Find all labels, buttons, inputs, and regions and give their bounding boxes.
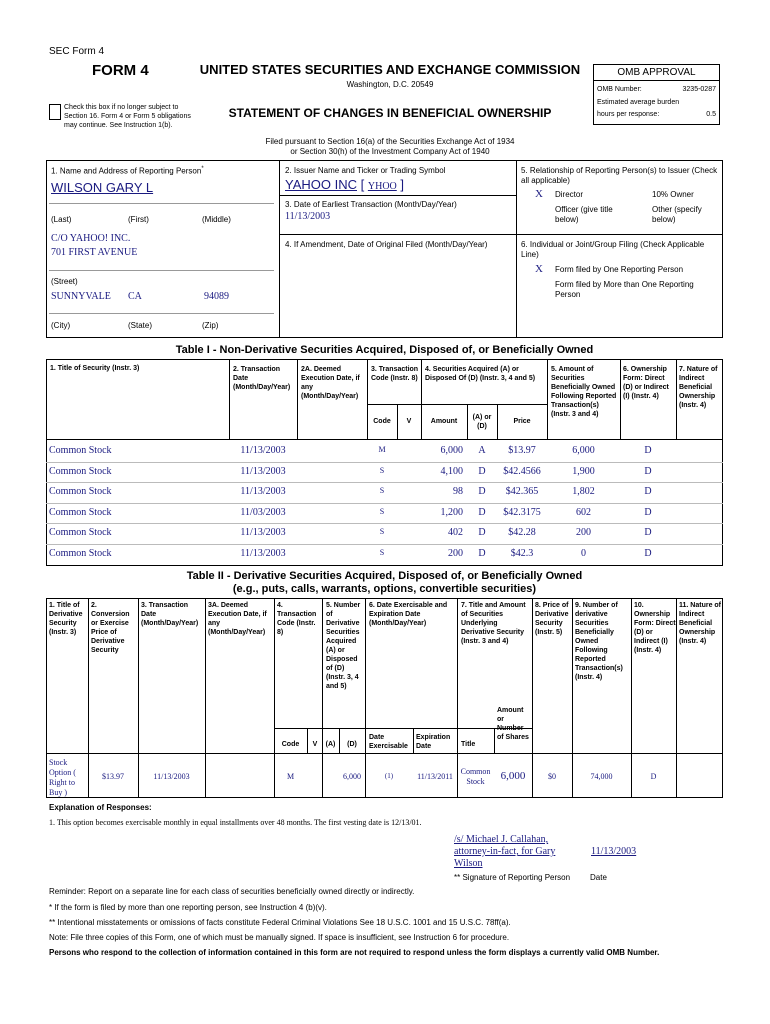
multi-person-label: Form filed by More than One Reporting Person — [555, 280, 694, 299]
t2-h5: 5. Number of Derivative Securities Acquired (A) or Disposed of (D) (Instr. 3, 4 and 5) — [326, 602, 361, 690]
sec-form-label: SEC Form 4 — [49, 46, 105, 57]
t1-cell-amount: 98 — [453, 486, 463, 497]
earliest-date-value: 11/13/2003 — [285, 211, 331, 222]
ten-percent-owner-label: 10% Owner — [652, 190, 694, 199]
t2-h10: 10. Ownership Form: Direct (D) or Indirect (I) (Instr. 4) — [634, 602, 676, 654]
checkbox-note: Check this box if no longer subject to Section 16. Form 4 or Form 5 obligations may continue. See Instruction 1(b). — [64, 104, 191, 129]
explanation-note-1: 1. This option becomes exercisable monthly in equal installments over 48 months. The first vesting date is 12/13/01. — [49, 818, 422, 827]
t2-sub-exercisable: Date Exercisable — [369, 734, 408, 750]
city-label: (City) — [51, 321, 71, 330]
star-note-2: ** Intentional misstatements or omissions of facts constitute Federal Criminal Violations See 18 U.S.C. 1001 and 15 U.S.C. 78ff(a). — [49, 918, 511, 927]
t1-cell-date: 11/13/2003 — [240, 486, 286, 497]
t2-sub-amount: Amount or Number of Shares — [497, 707, 529, 741]
group-filing-label: 6. Individual or Joint/Group Filing (Check Applicable Line) — [521, 240, 705, 259]
t1-sub-code: Code — [373, 418, 391, 425]
commission-address: Washington, D.C. 20549 — [346, 80, 434, 89]
t2-sub-d: (D) — [347, 741, 357, 748]
signature-date: 11/13/2003 — [591, 846, 637, 857]
t1-cell-owned: 0 — [581, 547, 586, 559]
t2-sub-v: V — [312, 741, 318, 748]
city-value: SUNNYVALE — [51, 291, 111, 302]
statement-title: STATEMENT OF CHANGES IN BENEFICIAL OWNERSHIP — [228, 106, 552, 120]
t2-sub-title: Title — [461, 741, 476, 748]
t1-cell-amount: 4,100 — [440, 465, 463, 477]
last-label: (Last) — [51, 215, 72, 224]
table2-title: Table II - Derivative Securities Acquired, Disposed of, or Beneficially Owned — [186, 570, 583, 582]
t1-cell-form: D — [644, 547, 652, 559]
omb-hours-value: 0.5 — [706, 111, 716, 118]
t2-h4: 4. Transaction Code (Instr. 8) — [277, 602, 317, 636]
t1-cell-code: S — [379, 547, 385, 557]
signature-text[interactable]: /s/ Michael J. Callahan, attorney-in-fact, for Gary Wilson — [454, 834, 556, 869]
t2-h2: 2. Conversion or Exercise Price of Derivative Security — [91, 602, 130, 654]
filed-line-2: or Section 30(h) of the Investment Company Act of 1940 — [290, 147, 490, 156]
table-row — [46, 462, 723, 483]
t2-h3: 3. Transaction Date (Month/Day/Year) — [141, 602, 199, 627]
t2-row-code: M — [286, 772, 295, 781]
t2-row-date: 11/13/2003 — [153, 772, 190, 781]
t2-row-deriv-price: $0 — [548, 772, 556, 781]
t2-h6: 6. Date Exercisable and Expiration Date (Month/Day/Year) — [369, 602, 448, 627]
director-mark[interactable]: X — [535, 188, 543, 200]
earliest-date-label: 3. Date of Earliest Transaction (Month/Day/Year) — [285, 200, 457, 209]
t2-row-owned: 74,000 — [590, 772, 613, 781]
explanation-label: Explanation of Responses: — [49, 803, 152, 812]
t1-cell-date: 11/13/2003 — [240, 527, 286, 538]
t1-cell-owned: 602 — [576, 506, 591, 518]
t1-h-ownership: 6. Ownership Form: Direct (D) or Indirect (I) (Instr. 4) — [623, 366, 669, 400]
t2-h11: 11. Nature of Indirect Beneficial Ownership (Instr. 4) — [679, 602, 722, 645]
t1-cell-ad: A — [478, 445, 486, 456]
t1-cell-price: $42.365 — [505, 486, 539, 497]
t1-cell-ad: D — [478, 465, 486, 477]
street-label: (Street) — [51, 277, 78, 286]
t1-cell-owned: 1,802 — [572, 486, 595, 497]
t2-row-title: Stock Option ( Right to Buy ) — [49, 758, 76, 797]
issuer-label: 2. Issuer Name and Ticker or Trading Symbol — [285, 166, 446, 175]
t1-cell-price: $42.4566 — [503, 465, 541, 477]
file-copies-note: Note: File three copies of this Form, one of which must be manually signed. If space is insufficient, see Instruction 6 for procedure. — [49, 933, 510, 942]
date-label: Date — [590, 873, 607, 882]
amendment-label: 4. If Amendment, Date of Original Filed (Month/Day/Year) — [285, 240, 488, 249]
omb-number-value: 3235-0287 — [682, 86, 716, 93]
t2-sub-a: (A) — [325, 741, 336, 748]
t1-cell-date: 11/13/2003 — [240, 547, 286, 559]
table2-subtitle: (e.g., puts, calls, warrants, options, convertible securities) — [232, 583, 537, 595]
t1-cell-title: Common Stock — [49, 506, 112, 518]
t1-sub-v: V — [406, 418, 412, 425]
t1-cell-ad: D — [478, 547, 486, 559]
reminder-text: Reminder: Report on a separate line for each class of securities beneficially owned directly or indirectly. — [49, 887, 415, 896]
table-row — [46, 441, 723, 462]
t1-h-date: 2. Transaction Date (Month/Day/Year) — [233, 366, 291, 391]
t1-cell-price: $42.3175 — [503, 506, 541, 518]
omb-number-label: OMB Number: — [597, 86, 642, 93]
t1-cell-code: S — [379, 486, 385, 495]
t1-cell-amount: 1,200 — [440, 506, 463, 518]
t1-cell-form: D — [644, 527, 652, 538]
t1-cell-title: Common Stock — [49, 445, 112, 456]
t1-h-code: 3. Transaction Code (Instr. 8) — [371, 366, 419, 382]
t1-cell-date: 11/13/2003 — [240, 445, 286, 456]
table1-title: Table I - Non-Derivative Securities Acquired, Disposed of, or Beneficially Owned — [175, 344, 594, 356]
t2-row-form: D — [650, 772, 657, 781]
ticker-symbol[interactable]: YHOO — [367, 181, 397, 192]
t2-sub-expiration: Expiration Date — [416, 734, 451, 750]
t2-h8: 8. Price of Derivative Security (Instr. 5) — [535, 602, 569, 636]
t1-sub-price: Price — [513, 418, 531, 425]
t1-cell-owned: 1,900 — [572, 465, 595, 477]
t1-h-title: 1. Title of Security (Instr. 3) — [50, 365, 140, 372]
table-row — [46, 544, 723, 565]
t1-cell-owned: 200 — [576, 527, 591, 538]
no-longer-subject-checkbox[interactable] — [49, 104, 61, 120]
state-label: (State) — [128, 321, 153, 330]
zip-label: (Zip) — [202, 321, 219, 330]
t1-cell-form: D — [644, 465, 652, 477]
t2-row-shares: 6,000 — [500, 770, 526, 782]
omb-title: OMB APPROVAL — [617, 67, 696, 78]
address-line-1: C/O YAHOO! INC. — [51, 233, 131, 244]
t1-cell-title: Common Stock — [49, 465, 112, 477]
t1-cell-price: $42.28 — [508, 527, 536, 538]
one-person-mark[interactable]: X — [535, 263, 543, 275]
commission-title: UNITED STATES SECURITIES AND EXCHANGE COMMISSION — [199, 62, 581, 77]
one-person-label: Form filed by One Reporting Person — [555, 265, 684, 274]
t1-sub-amount: Amount — [430, 418, 458, 425]
t1-cell-code: S — [379, 465, 385, 475]
table-row — [46, 482, 723, 503]
star-note-1: * If the form is filed by more than one reporting person, see Instruction 4 (b)(v). — [49, 903, 327, 912]
t1-cell-title: Common Stock — [49, 527, 112, 538]
reporting-person-label: 1. Name and Address of Reporting Person* — [51, 166, 204, 176]
t1-cell-date: 11/13/2003 — [240, 465, 286, 477]
t1-cell-amount: 402 — [448, 527, 463, 538]
t1-cell-title: Common Stock — [49, 547, 112, 559]
t2-row-price: $13.97 — [102, 772, 124, 781]
t1-cell-form: D — [644, 445, 652, 456]
address-line-2: 701 FIRST AVENUE — [51, 247, 138, 258]
t1-cell-form: D — [644, 506, 652, 518]
t1-h-deemed: 2A. Deemed Execution Date, if any (Month/Day/Year) — [301, 366, 360, 400]
t1-cell-code: S — [379, 527, 385, 536]
other-label: Other (specify below) — [652, 205, 702, 224]
middle-label: (Middle) — [202, 215, 231, 224]
t1-cell-title: Common Stock — [49, 486, 112, 497]
t1-cell-amount: 6,000 — [440, 445, 463, 456]
t2-row-expiration: 11/13/2011 — [417, 772, 453, 781]
relationship-label: 5. Relationship of Reporting Person(s) to Issuer (Check all applicable) — [521, 166, 718, 185]
officer-label: Officer (give title below) — [555, 205, 613, 224]
t1-sub-ad: (A) or (D) — [472, 414, 492, 430]
state-value: CA — [128, 291, 142, 302]
director-label: Director — [555, 190, 584, 199]
t1-cell-ad: D — [478, 506, 486, 518]
t1-cell-price: $13.97 — [508, 445, 536, 456]
t1-cell-form: D — [644, 486, 652, 497]
issuer-name[interactable]: YAHOO INC — [285, 177, 357, 192]
t1-cell-code: S — [379, 506, 385, 516]
t1-cell-code: M — [378, 445, 386, 454]
table-row — [46, 523, 723, 544]
omb-persons-note: Persons who respond to the collection of information contained in this form are not required to respond unless the form displays a currently valid OMB Number. — [49, 948, 660, 957]
issuer-line: YAHOO INC [ YHOO ] — [285, 177, 405, 192]
t2-h9: 9. Number of derivative Securities Beneficially Owned Following Reported Transaction(s) (Instr. 4) — [575, 602, 623, 681]
t1-cell-date: 11/03/2003 — [240, 506, 286, 518]
t2-row-sec-title: Common Stock — [460, 767, 491, 786]
signature-label: ** Signature of Reporting Person — [454, 873, 571, 882]
omb-hours-label: hours per response: — [597, 111, 660, 118]
form-title: FORM 4 — [92, 62, 149, 79]
t1-cell-amount: 200 — [448, 547, 463, 559]
t2-h1: 1. Title of Derivative Security (Instr. 3) — [49, 602, 83, 636]
t1-cell-ad: D — [478, 486, 486, 497]
t1-h-amount-owned: 5. Amount of Securities Beneficially Owned Following Reported Transaction(s) (Instr. 3 and 4) — [551, 366, 617, 418]
t2-row-exercisable: (1) — [384, 772, 394, 780]
t2-sub-code: Code — [281, 741, 300, 748]
t1-cell-price: $42.3 — [510, 547, 534, 559]
t1-h-acquired: 4. Securities Acquired (A) or Disposed Of (D) (Instr. 3, 4 and 5) — [425, 366, 536, 382]
filed-line-1: Filed pursuant to Section 16(a) of the Securities Exchange Act of 1934 — [265, 137, 515, 146]
t1-cell-owned: 6,000 — [572, 445, 595, 456]
omb-burden-label: Estimated average burden — [597, 99, 680, 106]
t2-row-d: 6,000 — [343, 772, 361, 781]
table-row — [46, 503, 723, 524]
reporting-person-name[interactable]: WILSON GARY L — [51, 180, 154, 195]
t1-h-nature: 7. Nature of Indirect Beneficial Ownership (Instr. 4) — [679, 366, 718, 409]
zip-value: 94089 — [204, 291, 229, 302]
t2-h7: 7. Title and Amount of Securities Underlying Derivative Security (Instr. 3 and 4) — [461, 602, 526, 645]
first-label: (First) — [128, 215, 149, 224]
t1-cell-ad: D — [478, 527, 486, 538]
t2-h3a: 3A. Deemed Execution Date, if any (Month/Day/Year) — [208, 602, 267, 636]
